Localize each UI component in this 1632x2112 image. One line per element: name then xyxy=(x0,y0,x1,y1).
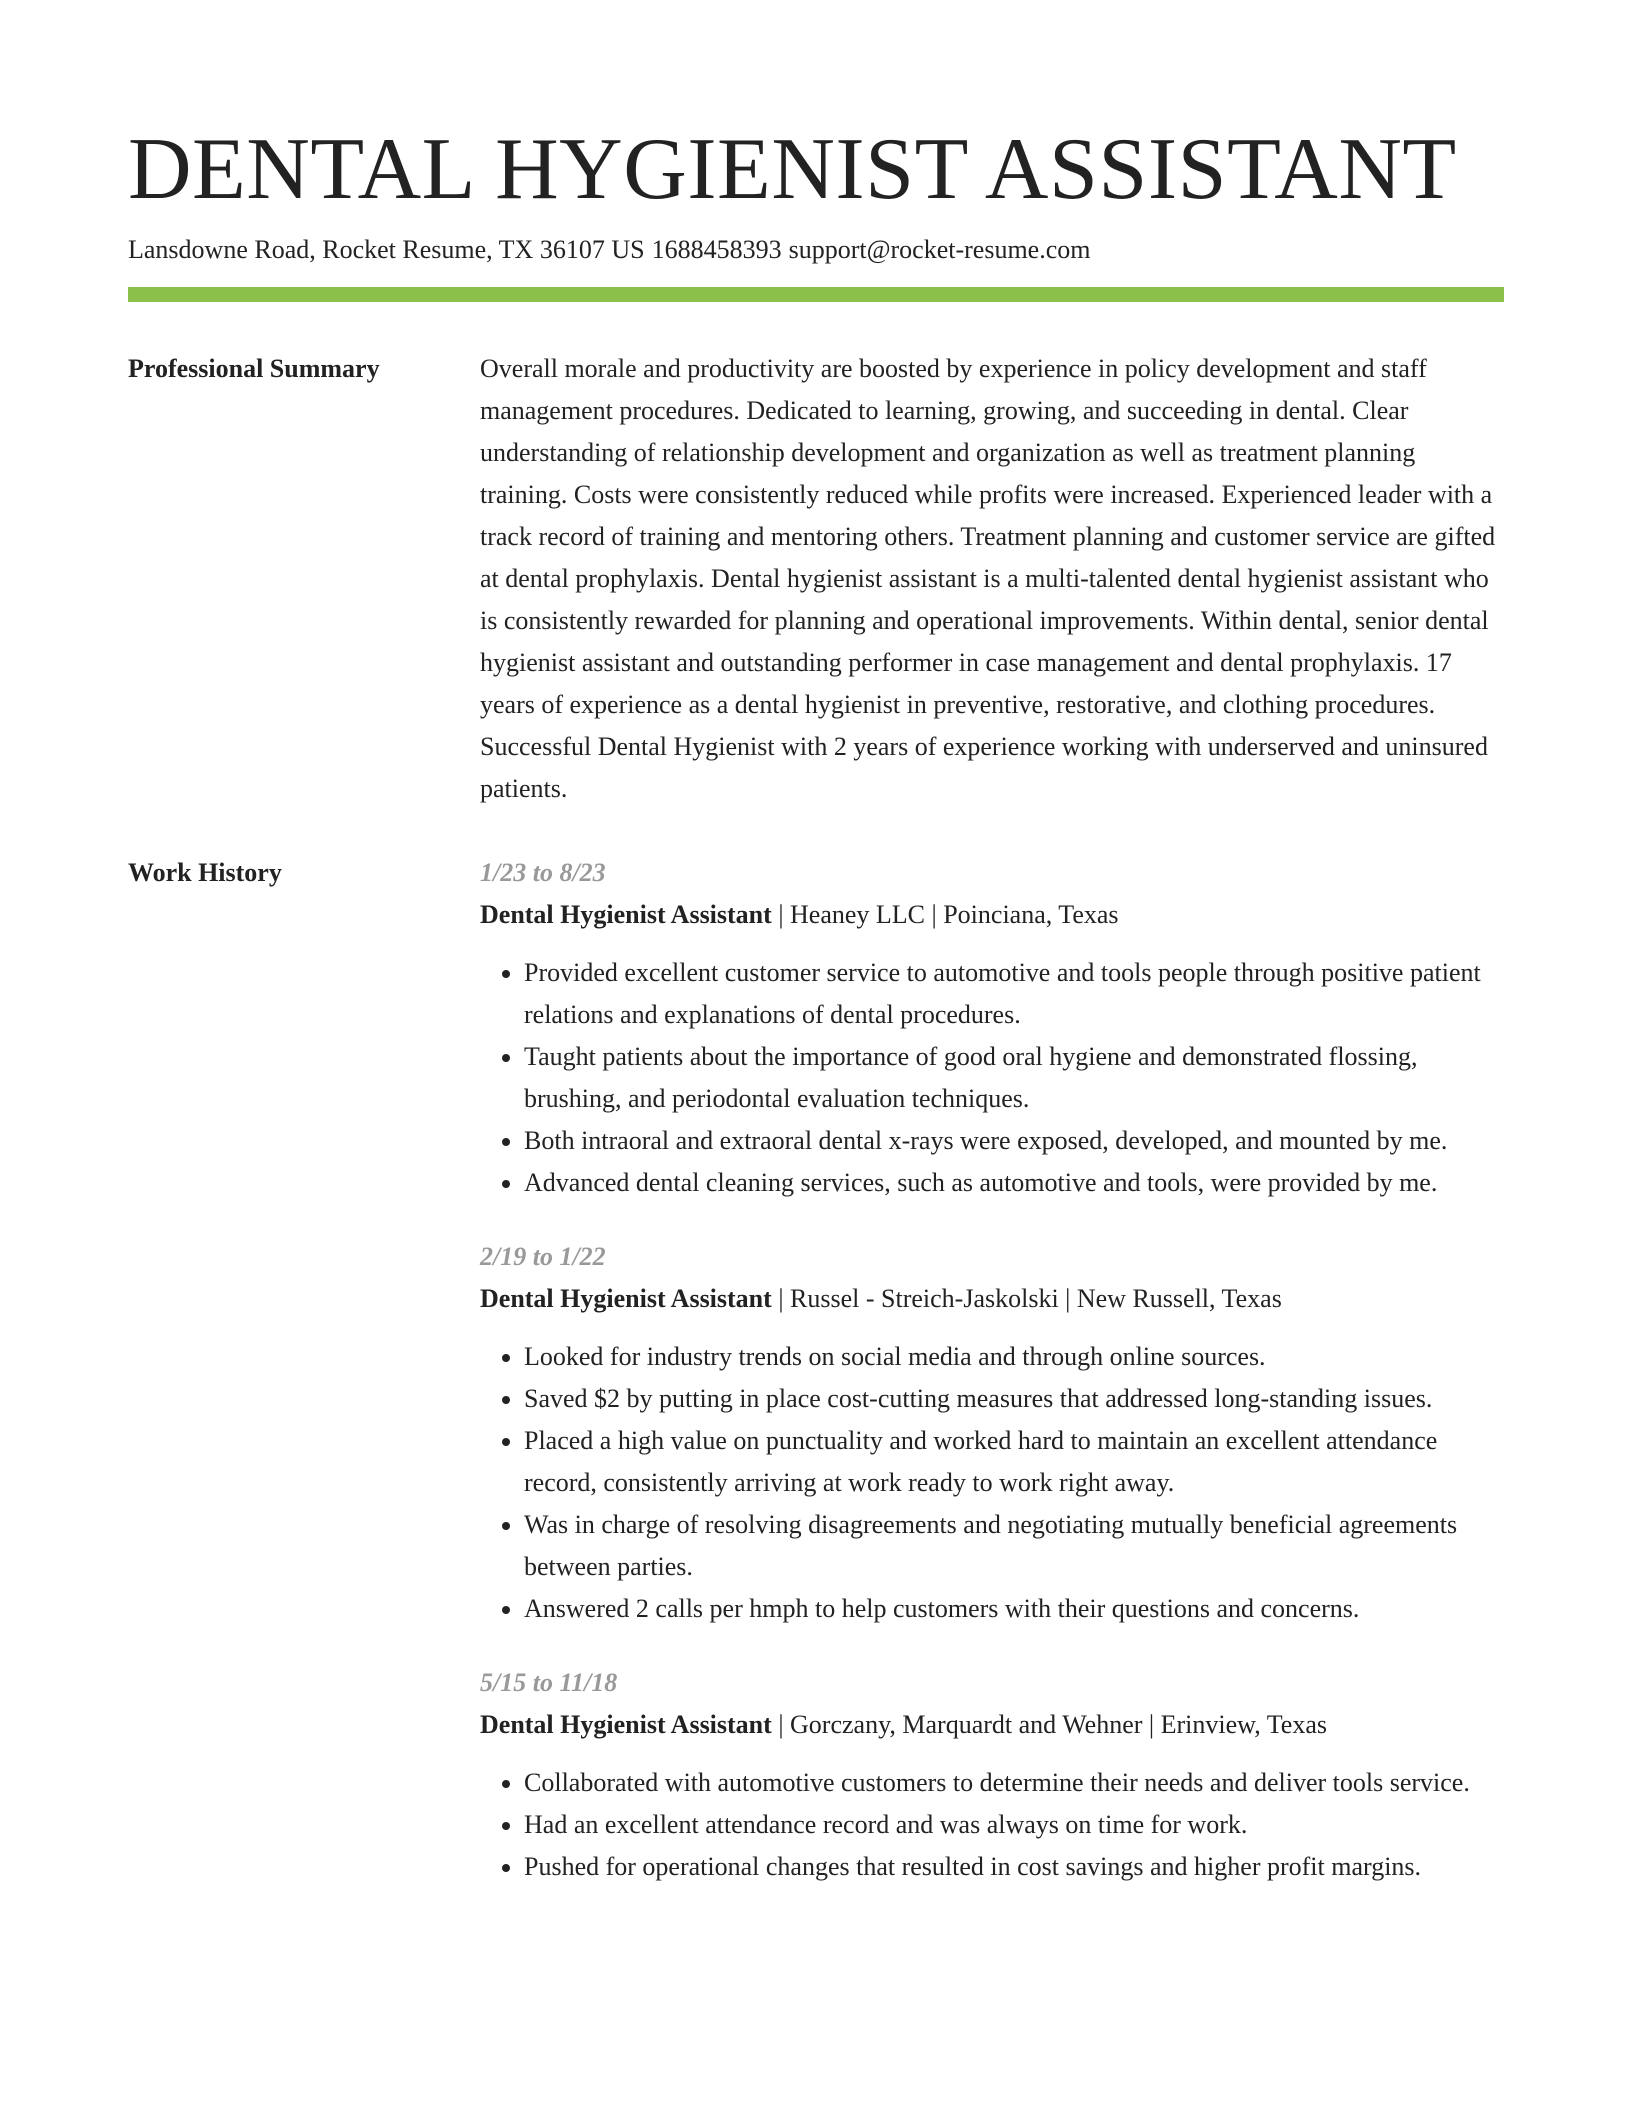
job-details: | Russel - Streich-Jaskolski | New Russell, Texas xyxy=(771,1284,1282,1313)
job-bullet: • Taught patients about the importance of good oral hygiene and demonstrated flossing, brushing, and periodontal evaluation techniques. xyxy=(524,1036,1504,1120)
section-title-work: Work History xyxy=(128,858,282,887)
header-divider xyxy=(128,287,1504,302)
job-entry xyxy=(480,1662,1504,1888)
job-details: | Heaney LLC | Poinciana, Texas xyxy=(771,900,1119,929)
contact-line xyxy=(128,232,1504,268)
job-title: Dental Hygienist Assistant xyxy=(480,1710,772,1739)
job-heading xyxy=(480,894,1504,936)
contact-email: support@rocket-resume.com xyxy=(788,235,1091,264)
job-dates: 2/19 to 1/22 xyxy=(480,1242,606,1271)
contact-address: Lansdowne Road, Rocket Resume, TX 36107 US xyxy=(128,235,645,264)
work-history-section xyxy=(128,852,1504,1920)
resume-page xyxy=(128,118,1504,1920)
job-bullets xyxy=(480,1336,1504,1630)
job-bullets xyxy=(480,952,1504,1204)
professional-summary-section xyxy=(128,348,1504,810)
job-title: Dental Hygienist Assistant xyxy=(480,1284,772,1313)
job-bullet: • Advanced dental cleaning services, such as automotive and tools, were provided by me. xyxy=(524,1162,1504,1204)
job-bullet: • Pushed for operational changes that resulted in cost savings and higher profit margins. xyxy=(524,1846,1504,1888)
summary-text: Overall morale and productivity are boosted by experience in policy development and staff management procedures. Dedicated to learning, growing, and succeeding in dental. Clear understanding of relationship development and organization as well as treatment planning training. Costs were consistently reduced while profits were increased. Experienced leader with a track record of training and mentoring others. Treatment planning and customer service are gifted at dental prophylaxis. Dental hygienist assistant is a multi-talented dental hygienist assistant who is consistently rewarded for planning and operational improvements. Within dental, senior dental hygienist assistant and outstanding performer in case management and dental prophylaxis. 17 years of experience as a dental hygienist in preventive, restorative, and clothing procedures. Successful Dental Hygienist with 2 years of experience working with underserved and uninsured patients. xyxy=(480,354,1496,803)
job-entry xyxy=(480,1236,1504,1630)
job-heading xyxy=(480,1704,1504,1746)
resume-name: DENTAL HYGIENIST ASSISTANT xyxy=(128,121,1457,218)
job-bullets xyxy=(480,1762,1504,1888)
job-entry xyxy=(480,852,1504,1204)
job-bullet: • Was in charge of resolving disagreements and negotiating mutually beneficial agreements between parties. xyxy=(524,1504,1504,1588)
work-body xyxy=(480,852,1504,1920)
job-details: | Gorczany, Marquardt and Wehner | Erinview, Texas xyxy=(771,1710,1328,1739)
job-dates: 5/15 to 11/18 xyxy=(480,1668,618,1697)
job-bullet: • Both intraoral and extraoral dental x-rays were exposed, developed, and mounted by me. xyxy=(524,1120,1504,1162)
summary-body xyxy=(480,348,1504,810)
job-title: Dental Hygienist Assistant xyxy=(480,900,772,929)
contact-phone: 1688458393 xyxy=(651,235,782,264)
job-dates: 1/23 to 8/23 xyxy=(480,858,606,887)
job-bullet: • Provided excellent customer service to automotive and tools people through positive patient relations and explanations of dental procedures. xyxy=(524,952,1504,1036)
job-bullet: • Answered 2 calls per hmph to help customers with their questions and concerns. xyxy=(524,1588,1504,1630)
section-title-summary: Professional Summary xyxy=(128,354,380,383)
job-bullet: • Collaborated with automotive customers to determine their needs and deliver tools service. xyxy=(524,1762,1504,1804)
job-bullet: • Looked for industry trends on social media and through online sources. xyxy=(524,1336,1504,1378)
job-bullet: • Had an excellent attendance record and was always on time for work. xyxy=(524,1804,1504,1846)
job-heading xyxy=(480,1278,1504,1320)
job-bullet: • Saved $2 by putting in place cost-cutting measures that addressed long-standing issues. xyxy=(524,1378,1504,1420)
job-bullet: • Placed a high value on punctuality and worked hard to maintain an excellent attendance record, consistently arriving at work ready to work right away. xyxy=(524,1420,1504,1504)
